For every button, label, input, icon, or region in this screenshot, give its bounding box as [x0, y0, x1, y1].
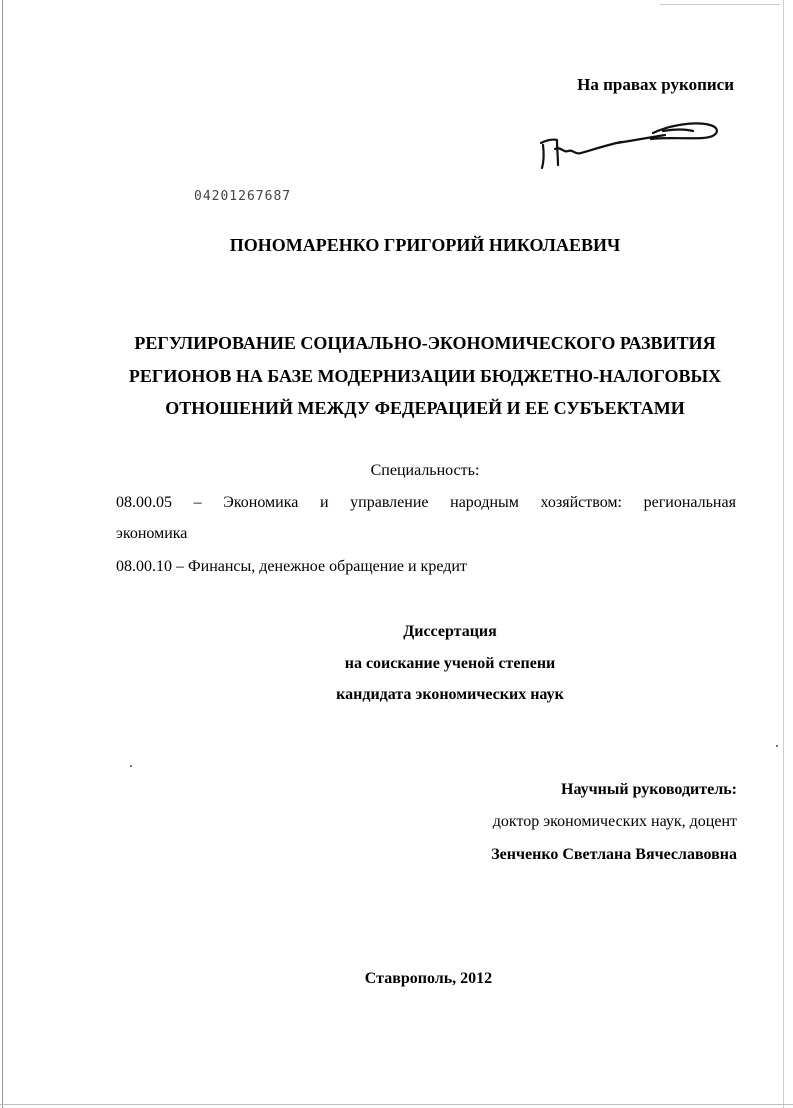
supervisor-title: доктор экономических наук, доцент — [492, 813, 737, 830]
degree-name: кандидата экономических наук — [336, 686, 564, 703]
thesis-title-line: РЕГУЛИРОВАНИЕ СОЦИАЛЬНО-ЭКОНОМИЧЕСКОГО РАЗВИТИЯ — [134, 333, 716, 353]
document-type: Диссертация — [403, 623, 497, 640]
signature-image — [535, 113, 725, 173]
city-year: Ставрополь, 2012 — [364, 970, 493, 987]
scan-speck — [130, 765, 132, 767]
rights-note: На правах рукописи — [577, 75, 734, 94]
specialty-label: Специальность: — [370, 462, 480, 479]
specialty-word: хозяйством: — [540, 494, 622, 511]
degree-purpose: на соискание ученой степени — [344, 655, 556, 672]
specialty-word: и — [319, 494, 329, 511]
specialty-word: народным — [450, 494, 519, 511]
specialty-second: 08.00.10 – Финансы, денежное обращение и кредит — [116, 558, 467, 575]
specialty-word: региональная — [643, 494, 736, 511]
supervisor-name: Зенченко Светлана Вячеславовна — [491, 846, 737, 863]
scan-edge-right — [783, 0, 784, 1108]
thesis-title-line: РЕГИОНОВ НА БАЗЕ МОДЕРНИЗАЦИИ БЮДЖЕТНО-НАЛОГОВЫХ — [128, 366, 722, 386]
thesis-title-line: ОТНОШЕНИЙ МЕЖДУ ФЕДЕРАЦИЕЙ И ЕЕ СУБЪЕКТАМИ — [165, 398, 685, 418]
specialty-word: – — [193, 494, 202, 511]
supervisor-label: Научный руководитель: — [561, 781, 737, 798]
author-name: ПОНОМАРЕНКО ГРИГОРИЙ НИКОЛАЕВИЧ — [229, 235, 621, 255]
scan-edge-left — [2, 0, 3, 1108]
scan-edge-bottom — [0, 1104, 793, 1105]
specialty-first-continuation: экономика — [116, 525, 188, 542]
scan-edge-top — [660, 4, 780, 5]
specialty-word: управление — [350, 494, 429, 511]
scan-speck — [776, 745, 778, 747]
specialty-word: Экономика — [223, 494, 299, 511]
specialty-first-line — [116, 494, 736, 512]
specialty-word: 08.00.05 — [116, 494, 172, 511]
inventory-number: 04201267687 — [194, 189, 292, 204]
